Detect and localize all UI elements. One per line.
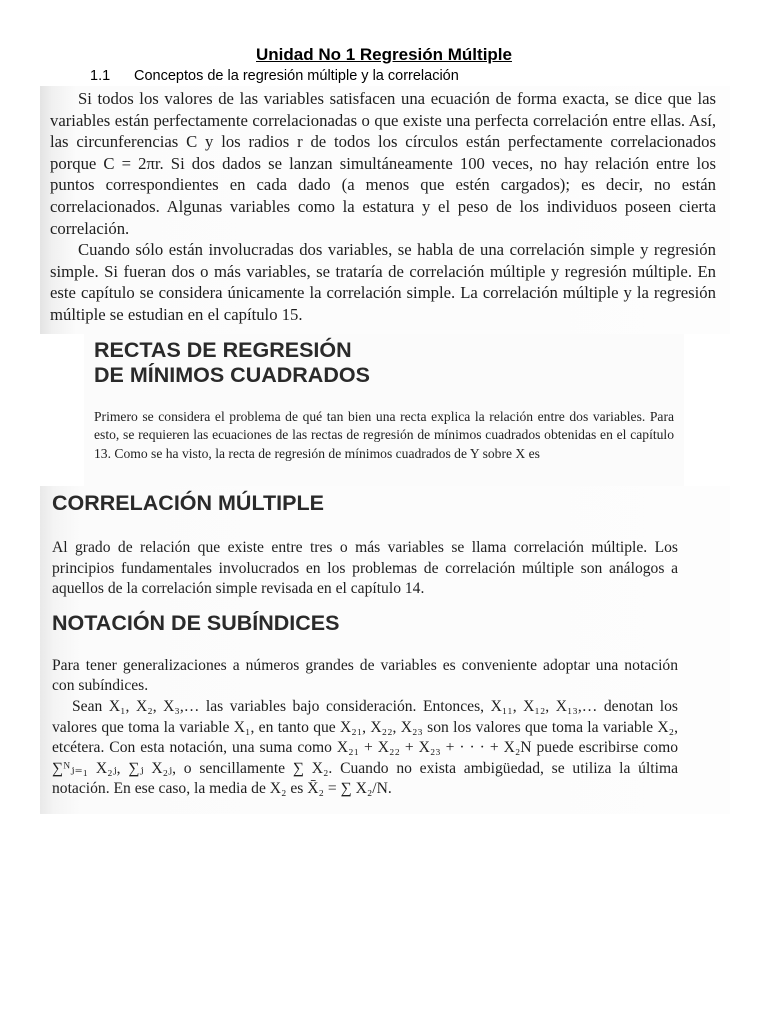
intro-paragraph-1: Si todos los valores de las variables satisfacen una ecuación de forma exacta, se dice que las variables están perfectamente correlacionadas o que existe una perfecta correlación entre ellas. Así, las circunferencias C y los radios r de todos los círculos están perfectamente correlacionados porque C = 2πr. Si dos dados se lanzan simultáneamente 100 veces, no hay relación entre los puntos correspondientes en cada dado (a menos que estén cargados); es decir, no están correlacionados. Algunas variables como la estatura y el peso de los individuos poseen cierta correlación. xyxy=(50,89,716,238)
rectas-heading xyxy=(94,338,674,388)
rectas-heading-line2: DE MÍNIMOS CUADRADOS xyxy=(94,363,370,387)
rectas-section xyxy=(94,338,674,463)
scanned-excerpt-rectas xyxy=(84,334,684,486)
correlacion-paragraph: Al grado de relación que existe entre tres o más variables se llama correlación múltiple. Los principios fundamentales involucrados en los problemas de correlación múltiple son análogos a aquellos de la correlación simple revisada en el capítulo 14. xyxy=(52,539,678,598)
notacion-heading: NOTACIÓN DE SUBÍNDICES xyxy=(52,610,340,635)
intro-paragraph-2: Cuando sólo están involucradas dos variables, se habla de una correlación simple y regresión simple. Si fueran dos o más variables, se trataría de correlación múltiple y regresión múltiple. En este capítulo se considera únicamente la correlación simple. La correlación múltiple y la regresión múltiple se estudian en el capítulo 15. xyxy=(50,240,716,324)
correlacion-section xyxy=(52,490,678,800)
correlacion-heading: CORRELACIÓN MÚLTIPLE xyxy=(52,491,324,515)
scanned-excerpt-correlacion xyxy=(40,486,730,814)
section-heading xyxy=(90,68,459,84)
intro-text xyxy=(50,88,716,326)
rectas-heading-line1: RECTAS DE REGRESIÓN xyxy=(94,338,352,362)
rectas-paragraph: Primero se considera el problema de qué tan bien una recta explica la relación entre dos variables. Para esto, se requieren las ecuaciones de las rectas de regresión de mínimos cuadrados obtenidas en el capítulo 13. Como se ha visto, la recta de regresión de mínimos cuadrados de Y sobre X es xyxy=(94,409,674,461)
scanned-excerpt-intro xyxy=(40,86,730,334)
notacion-paragraph-2: Sean X₁, X₂, X₃,… las variables bajo consideración. Entonces, X₁₁, X₁₂, X₁₃,… denotan los valores que toma la variable X₁, en tanto que X₂₁, X₂₂, X₂₃ son los valores que toma la variable X₂, etcétera. Con esta notación, una suma como X₂₁ + X₂₂ + X₂₃ + · · · + X₂N puede escribirse como ∑ᴺⱼ₌₁ X₂ⱼ, ∑ⱼ X₂ⱼ, o sencillamente ∑ X₂. Cuando no exista ambigüedad, se utiliza la última notación. En ese caso, la media de X₂ es X̄₂ = ∑ X₂/N. xyxy=(52,697,678,798)
section-number: 1.1 xyxy=(90,68,111,84)
notacion-paragraph-1: Para tener generalizaciones a números grandes de variables es conveniente adoptar una notación con subíndices. xyxy=(52,656,678,695)
section-title: Conceptos de la regresión múltiple y la correlación xyxy=(134,68,459,84)
document-title: Unidad No 1 Regresión Múltiple xyxy=(256,45,512,64)
